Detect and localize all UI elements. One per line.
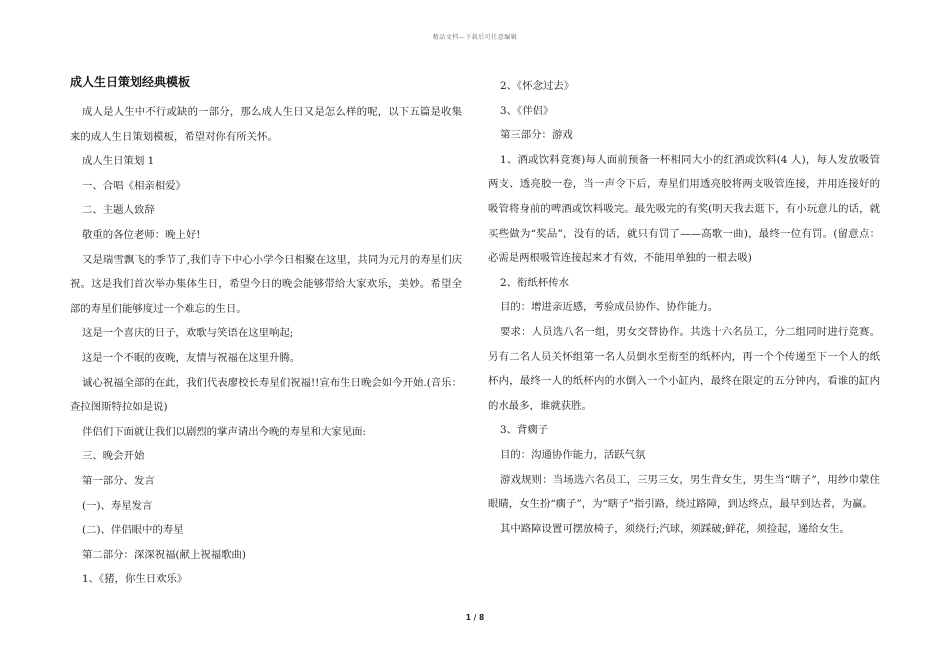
paragraph: 敬重的各位老师：晚上好!: [82, 228, 201, 241]
list-item: 2、衔纸杯传水: [500, 276, 569, 289]
right-column: [488, 74, 880, 541]
list-item: 3、《伴侣》: [500, 104, 554, 117]
list-item: 3、背瘸子: [500, 424, 549, 437]
paragraph: 又是瑞雪飘飞的季节了,我们寺下中心小学今日相聚在这里，共同为元月的寿星们庆祝。这是我们首次举办集体生日，希望今日的晚会能够带给大家欢乐，美妙。希望全部的寿星们能够度过一个难忘的生日。: [70, 253, 462, 315]
list-item: 一、合唱《相亲相爱》: [82, 179, 186, 192]
paragraph: 游戏规则：当场选六名员工，三男三女，男生背女生，男生当“瞎子”，用纱巾蒙住眼睛，女生扮“瘸子”，为“瞎子”指引路，绕过路障，到达终点，最早到达者，为赢。: [488, 473, 880, 511]
page-number: 1 / 8: [465, 613, 485, 622]
paragraph: 目的：沟通协作能力，活跃气氛: [500, 448, 646, 461]
paragraph: 这是一个不眠的夜晚，友情与祝福在这里升腾。: [82, 351, 301, 364]
list-item: 三、晚会开始: [82, 450, 145, 463]
list-item: (一)、寿星发言: [82, 499, 153, 512]
paragraph: 1、酒或饮料竞赛)每人面前预备一杯相同大小的红酒或饮料(4 人)，每人发放吸管两支、透亮胶一卷，当一声令下后，寿星们用透亮胶将两支吸管连接，并用连接好的吸管将身前的啤酒或饮料吸完。最先吸完的有奖(明天我去逛下，有小玩意儿的话，就买些做为“奖品”，没有的话，就只有罚了——高歌一曲)，最终一位有罚。(留意点：必需是两根吸管连接起来才有效，不能用单独的一根去吸): [488, 153, 880, 265]
paragraph: 其中路障设置可摆放椅子，须绕行;汽球，须踩破;鲜花，须捡起，递给女生。: [500, 522, 850, 535]
section-heading: 成人生日策划 1: [82, 155, 155, 168]
paragraph: 目的：增进亲近感，考验成员协作、协作能力。: [500, 301, 719, 314]
list-item: 第一部分、发言: [82, 474, 155, 487]
paragraph: 要求：人员选八名一组，男女交替协作。共选十六名员工，分二组同时进行竞赛。另有二名人员关怀组第一名人员倒水至衔至的纸杯内，再一个个传递至下一个人的纸杯内，最终一人的纸杯内的水倒入一个小缸内，最终在限定的五分钟内，看谁的缸内的水最多，谁就获胜。: [488, 325, 880, 412]
list-item: 二、主题人致辞: [82, 204, 155, 217]
left-column: [70, 74, 462, 592]
paragraph: 诚心祝福全部的在此，我们代表廖校长寿星们祝福!!宣布生日晚会如今开始.(音乐：查拉图斯特拉如是说): [70, 376, 462, 414]
list-item: 2、《怀念过去》: [500, 80, 575, 92]
header-note: 精品文档—下载后可任意编辑: [432, 34, 518, 41]
document-title: 成人生日策划经典模板: [70, 75, 191, 89]
list-item: 第二部分：深深祝福(献上祝福歌曲): [82, 548, 246, 561]
list-item: 1、《猪，你生日欢乐》: [82, 573, 188, 586]
section-heading: 第三部分：游戏: [500, 129, 573, 142]
intro-paragraph: 成人是人生中不行或缺的一部分，那么成人生日又是怎么样的呢，以下五篇是收集来的成人生日策划模板，希望对你有所关怀。: [70, 106, 462, 143]
paragraph: 伴侣们下面就让我们以剧烈的掌声请出今晚的寿星和大家见面:: [82, 425, 367, 438]
list-item: (二)、伴侣眼中的寿星: [82, 524, 184, 537]
paragraph: 这是一个喜庆的日子，欢歌与笑语在这里响起;: [82, 327, 294, 340]
